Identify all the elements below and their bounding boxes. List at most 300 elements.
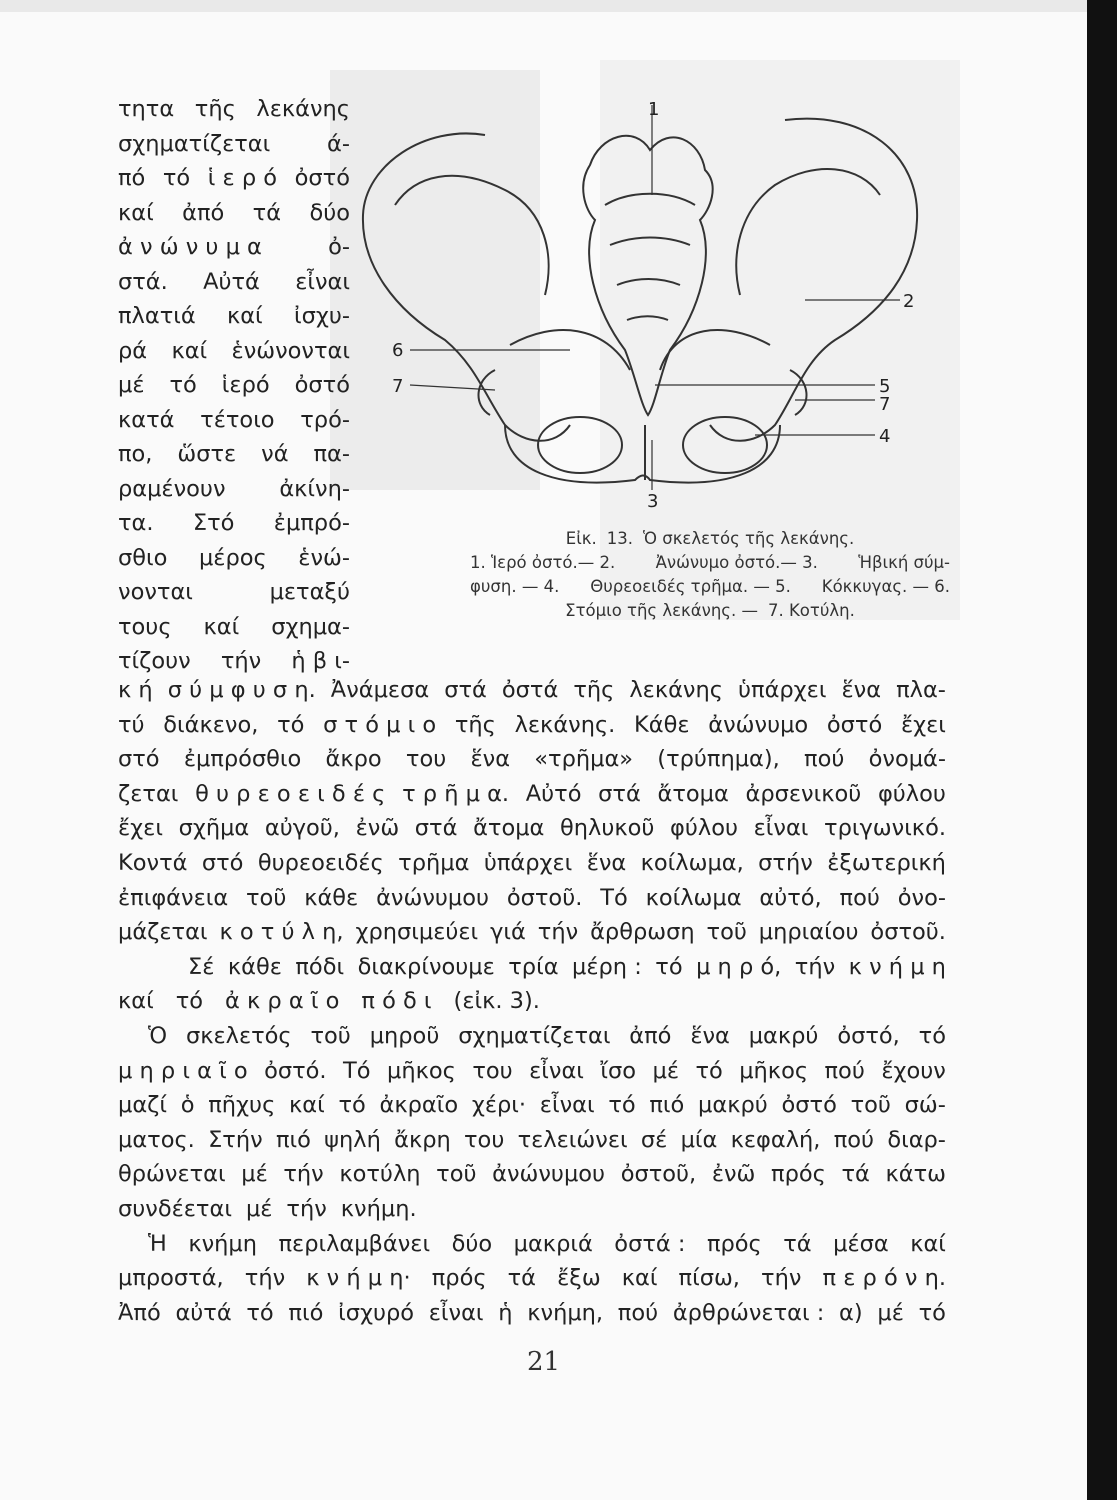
word: μία (680, 1126, 718, 1153)
word: ἡ (498, 1299, 513, 1326)
word: περιλαμβάνει (278, 1230, 431, 1257)
text-line (118, 541, 350, 576)
word: τό (175, 988, 204, 1015)
figure-label: 5 (879, 376, 891, 397)
word: σ ύ μ φ υ σ η. (167, 677, 316, 703)
word: ἀπό (182, 199, 225, 226)
word: π ε ρ ό ν η. (822, 1265, 946, 1292)
word: τύ (118, 711, 145, 738)
text-line (118, 708, 946, 743)
word: Αὐτά (203, 268, 260, 295)
word: ἐξωτερική (827, 849, 946, 876)
caption-part: Στόμιο τῆς λεκάνης. — (565, 601, 758, 620)
text-line (118, 777, 946, 812)
word: ἐπιφάνεια (118, 884, 229, 911)
word: Σέ (188, 953, 215, 980)
word: κάτω (885, 1161, 946, 1188)
word: πρός (771, 1161, 826, 1188)
word: ἑνώ- (298, 544, 350, 571)
caption-line (470, 551, 950, 575)
word: δύο (451, 1230, 493, 1257)
word: μαζί (118, 1092, 167, 1119)
word: Ἡ (148, 1230, 167, 1257)
word: τρό- (300, 406, 350, 433)
word: τοῦ (246, 884, 287, 911)
text-line (118, 1123, 946, 1158)
caption-line (470, 527, 950, 551)
word: κ ή (118, 677, 153, 703)
word: τῆς (194, 96, 236, 122)
word: Ἀπό (118, 1299, 161, 1326)
word: χέρι· (471, 1092, 527, 1119)
word: εἶναι (529, 1057, 584, 1084)
word: τά (841, 1161, 870, 1188)
figure-label: 3 (647, 491, 659, 512)
word: πῆχυς (208, 1092, 276, 1119)
text-line (118, 1261, 946, 1296)
word: κοίλωμα (645, 884, 742, 911)
word: τό (655, 953, 683, 980)
figure-label: 4 (879, 426, 891, 447)
text-line (118, 915, 946, 950)
word: τρῆμα (398, 849, 470, 876)
sacrum-outline (583, 136, 712, 415)
word: πα- (313, 441, 350, 467)
word: ἔχει (900, 711, 946, 738)
word: λεκάνης. (514, 711, 616, 738)
word: ὀστοῦ. (870, 919, 946, 946)
word: ἀνώνυμου (376, 884, 490, 911)
sacrum-ridge (605, 194, 695, 205)
word: (εἰκ. 3). (453, 988, 540, 1015)
caption-part: Εἰκ. (565, 529, 597, 548)
scan-top-edge (0, 0, 1117, 12)
word: κατά (118, 406, 175, 433)
text-line (118, 437, 350, 472)
word: ὀ- (328, 234, 350, 260)
word: νονται (118, 579, 193, 605)
word: εἶναι (428, 1299, 484, 1326)
word: τα. (118, 510, 154, 536)
word: πιό (288, 1299, 324, 1326)
narrow-text-column (118, 92, 350, 679)
word: ὀστό (781, 1092, 837, 1119)
word: διαρ- (887, 1126, 946, 1153)
figure-label: 7 (392, 376, 404, 397)
figure-caption (470, 527, 950, 623)
text-line (118, 265, 350, 300)
word: καί (289, 1092, 325, 1119)
word: μπροστά, (118, 1265, 224, 1292)
text-line (118, 742, 946, 777)
word: μακρύ (698, 1092, 768, 1119)
word: ὀστοῦ, (620, 1161, 697, 1188)
word: εἶναι (753, 815, 809, 842)
word: Ἀνάμεσα (330, 677, 430, 703)
word: διάκενο, (163, 711, 259, 738)
word: καί (910, 1230, 946, 1257)
word: ὀνο- (897, 884, 946, 911)
word: στά (598, 780, 641, 807)
word: στήν (758, 849, 813, 876)
text-line (118, 1088, 946, 1123)
word: ἰσχυρό (338, 1299, 415, 1326)
sacrum-ridge (627, 316, 668, 320)
word: φύλου (877, 780, 946, 807)
figure-label: 2 (903, 291, 915, 312)
caption-line (470, 575, 950, 599)
word: θ υ ρ ε ο ε ι δ έ ς (195, 780, 386, 807)
word: πλατιά (118, 303, 196, 329)
word: πού (617, 1299, 659, 1326)
word: ἑνώνονται (231, 337, 350, 364)
word: ὀστό (294, 372, 350, 398)
word: ὀστό (826, 711, 883, 738)
word: ἕνα (470, 746, 511, 773)
word: τοῦ (436, 1161, 477, 1188)
word: «τρῆμα» (534, 746, 634, 773)
word: πο, (118, 441, 153, 467)
text-line (118, 984, 946, 1019)
word: καί (118, 988, 154, 1015)
word: ἄκρη (394, 1126, 451, 1153)
text-line (118, 610, 350, 645)
word: κεφαλή, (730, 1126, 821, 1153)
word: ἐμπρόσθιο (183, 746, 302, 773)
word: Κάθε (634, 711, 690, 738)
text-line (118, 196, 350, 231)
word: σχῆμα (178, 815, 250, 842)
word: μέ (877, 1299, 904, 1326)
word: τήν (286, 1195, 327, 1222)
word: ὀστά (501, 677, 559, 703)
sacrum-ridge (617, 279, 680, 285)
word: μῆκος (739, 1057, 809, 1084)
text-line (118, 1019, 946, 1054)
word: ἔχουν (881, 1057, 946, 1084)
word: κάθε (227, 953, 282, 980)
text-line (118, 1227, 946, 1262)
word: ἀνώνυμου (492, 1161, 606, 1188)
word: καί (171, 337, 208, 364)
word: μάζεται (118, 919, 208, 946)
word: ἐμπρό- (273, 510, 350, 536)
text-line (118, 230, 350, 265)
word: μέ (241, 1161, 268, 1188)
word: ἀ ν ώ ν υ μ α (118, 234, 262, 260)
word: τήν (537, 919, 579, 946)
pelvis-skeleton-illustration (355, 95, 925, 515)
word: Στό (192, 510, 235, 536)
word: πού (804, 746, 845, 773)
word: ἀνώνυμο (708, 711, 809, 738)
word: μέ (245, 1195, 273, 1222)
word: ἔχει (118, 815, 163, 842)
word: φύλου (670, 815, 738, 842)
word: ἔξω (557, 1265, 601, 1292)
text-line (118, 881, 946, 916)
word: τήν (761, 1265, 802, 1292)
word: εἶναι (539, 1092, 595, 1119)
word: καί (203, 613, 240, 640)
word: πιό (649, 1092, 685, 1119)
word: καί (226, 303, 263, 329)
word: ἄρθρωση (590, 919, 695, 946)
word: ραμένουν (118, 475, 226, 502)
word: μέρος (198, 544, 267, 571)
word: πού (839, 884, 880, 911)
left-ilium-inner (395, 176, 549, 295)
word: καί (621, 1265, 658, 1292)
word: ὑπάρχει (738, 677, 827, 703)
word: πιό (275, 1126, 311, 1153)
word: αὐτά (175, 1299, 232, 1326)
word: διακρίνουμε (357, 953, 495, 980)
caption-line (470, 599, 950, 623)
caption-part: 7. Κοτύλη. (767, 601, 855, 620)
word: αὐτό, (759, 884, 822, 911)
word: εἶναι (295, 268, 350, 295)
word: σχημα- (271, 613, 350, 640)
text-line (118, 161, 350, 196)
word: πρός (706, 1230, 762, 1257)
text-line (118, 299, 350, 334)
word: μῆκος (387, 1057, 456, 1084)
word: στά (414, 815, 458, 842)
sacrum-ridge (610, 238, 690, 246)
word: τρία (508, 953, 559, 980)
word: τριγωνικό. (824, 815, 946, 842)
word: νά (261, 441, 289, 467)
word: τά (783, 1230, 812, 1257)
word: πρός (431, 1265, 487, 1292)
word: ἄτομα (473, 815, 545, 842)
right-acetabulum (790, 370, 806, 415)
word: τοῦ (706, 919, 747, 946)
word: ἰσχυ- (293, 303, 350, 329)
text-line (118, 506, 350, 541)
word: γιά (490, 919, 526, 946)
word: θρώνεται (118, 1161, 226, 1188)
caption-part: φυση. — 4. (470, 577, 560, 596)
word: τ ρ ῆ μ α. (402, 780, 510, 807)
word: κ ν ή μ η· (306, 1265, 411, 1292)
word: ζεται (118, 780, 179, 807)
main-text-column (118, 673, 946, 1330)
word: τοῦ (850, 1092, 891, 1119)
word: πίσω, (678, 1265, 740, 1292)
page-number: 21 (526, 1347, 561, 1377)
text-line (118, 472, 350, 507)
word: πού (833, 1126, 875, 1153)
word: τό (169, 372, 197, 398)
word: πού (824, 1057, 865, 1084)
word: του (405, 746, 447, 773)
word: τήν (244, 1265, 286, 1292)
word: ἱερό (221, 372, 270, 398)
word: τό (918, 1299, 946, 1326)
word: πόδι (295, 953, 345, 980)
caption-part: Ἡβική σύμ- (858, 553, 950, 572)
word: α) (839, 1299, 863, 1326)
word: σ τ ό μ ι ο (323, 711, 437, 738)
word: σχηματίζεται (458, 1022, 611, 1049)
word: τό (338, 1092, 366, 1119)
text-line (118, 950, 946, 985)
word: κνήμη. (340, 1195, 417, 1222)
word: τήν (794, 953, 836, 980)
word: μηροῦ (369, 1022, 440, 1049)
text-line (118, 334, 350, 369)
word: στό (201, 849, 244, 876)
word: μέσα (833, 1230, 889, 1257)
word: μ η ρ ό, (696, 953, 782, 980)
word: ψηλή (324, 1126, 381, 1153)
word: τό (608, 1092, 636, 1119)
text-line (118, 575, 350, 610)
word: Αὐτό (525, 780, 582, 807)
word: ὀνομά- (868, 746, 946, 773)
word: ἄκρο (325, 746, 382, 773)
caption-part: 1. Ἱερό ὀστό.— 2. (470, 553, 616, 572)
word: τό (246, 1299, 274, 1326)
word: (τρύπημα), (657, 746, 780, 773)
word: ἴσο (600, 1057, 637, 1084)
text-line (118, 1054, 946, 1089)
word: τό (918, 1022, 946, 1049)
word: κοτύλη (339, 1161, 421, 1188)
word: σχηματίζεται (118, 130, 271, 157)
caption-part: 13. (606, 529, 634, 548)
text-line (118, 92, 350, 127)
word: αὐγοῦ, (264, 815, 340, 842)
word: τῆς (454, 711, 496, 738)
text-line (118, 1296, 946, 1331)
word: συνδέεται (118, 1195, 232, 1222)
word: ἀκίνη- (279, 475, 350, 502)
word: ά- (327, 130, 350, 157)
word: ὁ (180, 1092, 195, 1119)
word: τό (277, 711, 305, 738)
word: θυρεοειδές (257, 849, 384, 876)
word: τίζουν (118, 648, 191, 674)
word: ἕνα (841, 677, 882, 703)
word: κάθε (304, 884, 359, 911)
word: ἀκραῖο (379, 1092, 459, 1119)
figure-label: 7 (879, 394, 891, 415)
word: πλα- (896, 677, 946, 703)
word: στά (444, 677, 487, 703)
word: τό (695, 1057, 723, 1084)
word: σθιο (118, 544, 168, 571)
word: κ ο τ ύ λ η, (219, 919, 344, 946)
word: τελειώνει (517, 1126, 628, 1153)
word: ἀπό (629, 1022, 672, 1049)
text-line (118, 846, 946, 881)
text-line (118, 811, 946, 846)
word: ἐνῶ (711, 1161, 756, 1188)
word: ἱ ε ρ ό (207, 165, 278, 191)
word: ρά (118, 337, 148, 364)
text-line (118, 673, 946, 708)
figure-label: 1 (648, 99, 660, 120)
word: σκελετός (185, 1022, 292, 1049)
text-line (118, 368, 350, 403)
word: μέ (652, 1057, 679, 1084)
word: ὀστό. (264, 1057, 327, 1084)
word: Τό (343, 1057, 371, 1084)
right-ilium-inner (736, 169, 880, 295)
text-line (118, 1192, 946, 1227)
text-line (118, 1157, 946, 1192)
word: τό (162, 165, 191, 191)
word: τους (118, 613, 172, 640)
word: ὥστε (177, 441, 237, 467)
word: μηριαίου (758, 919, 859, 946)
word: ἀ κ ρ α ῖ ο (225, 988, 340, 1015)
word: δύο (309, 199, 350, 226)
word: χρησιμεύει (355, 919, 479, 946)
word: κνήμη (188, 1230, 257, 1257)
word: τά (252, 199, 282, 226)
right-obturator-foramen (683, 417, 767, 473)
word: ἡ β ι- (291, 648, 350, 674)
text-line (118, 127, 350, 162)
word: ἀρσενικοῦ (745, 780, 862, 807)
caption-part: Θυρεοειδές τρῆμα. — 5. (590, 577, 791, 596)
scan-right-border (1087, 0, 1117, 1500)
text-line (118, 403, 350, 438)
caption-part: Κόκκυγας. — 6. (821, 577, 950, 596)
caption-part: Ἀνώνυμο ὀστό.— 3. (655, 553, 818, 572)
word: τήν (283, 1161, 324, 1188)
word: ὀστοῦ. (506, 884, 583, 911)
word: κοίλωμα, (640, 849, 744, 876)
word: κ ν ή μ η (848, 953, 946, 980)
word: Ὁ (148, 1022, 168, 1049)
word: τοῦ (310, 1022, 351, 1049)
word: ἐνῶ (355, 815, 400, 842)
word: τέτοιο (200, 406, 275, 433)
word: μεταξύ (269, 579, 350, 605)
word: του (464, 1126, 505, 1153)
word: σώ- (904, 1092, 946, 1119)
left-obturator-foramen (538, 417, 622, 473)
word: ὀστό, (837, 1022, 900, 1049)
word: ἕνα (690, 1022, 730, 1049)
word: Τό (600, 884, 628, 911)
word: κνήμη, (527, 1299, 604, 1326)
word: θηλυκοῦ (559, 815, 655, 842)
word: ματος. (118, 1126, 195, 1153)
word: ὀστό (294, 165, 350, 191)
word: λεκάνης (256, 96, 350, 122)
word: λεκάνης (629, 677, 723, 703)
word: π ό δ ι (361, 988, 432, 1015)
word: μακρύ (748, 1022, 819, 1049)
word: ἕνα (586, 849, 627, 876)
word: ὑπάρχει (483, 849, 573, 876)
word: τά (507, 1265, 537, 1292)
word: πό (118, 165, 146, 191)
word: του (472, 1057, 513, 1084)
word: ὀστά : (614, 1230, 686, 1257)
word: μ η ρ ι α ῖ ο (118, 1057, 248, 1084)
word: μακριά (513, 1230, 593, 1257)
word: Στήν (208, 1126, 263, 1153)
word: σέ (640, 1126, 668, 1153)
word: ἀρθρώνεται : (672, 1299, 825, 1326)
